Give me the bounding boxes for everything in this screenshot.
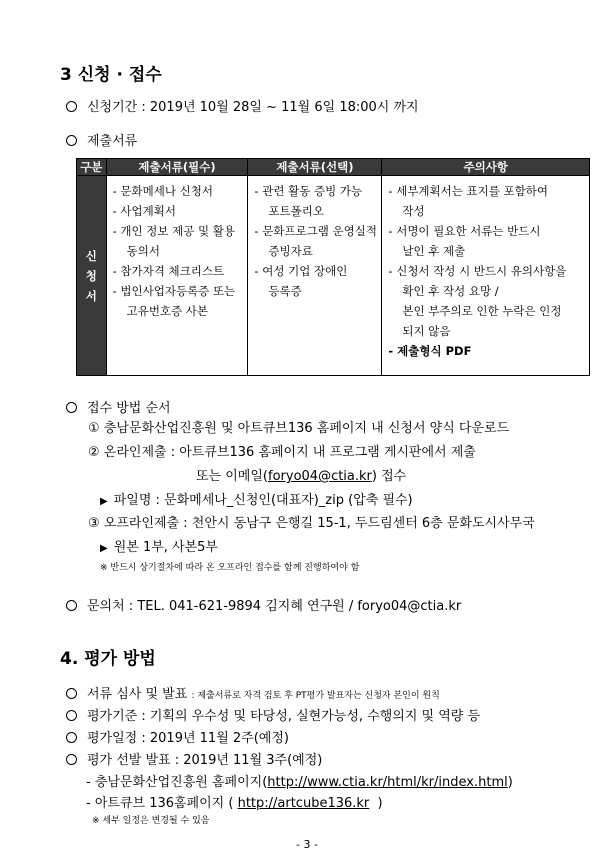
submission-docs-table (76, 158, 590, 376)
application-period (66, 96, 419, 115)
cell-line: - 신청서 작성 시 반드시 유의사항을 (388, 264, 567, 278)
file-name-rule (100, 489, 413, 508)
cell-line: - 관련 활동 증빙 가능 (254, 184, 363, 198)
ctia-homepage-link[interactable]: http://www.ctia.kr/html/kr/index.html (267, 775, 508, 790)
cell-line: 증빙자료 (268, 244, 313, 258)
bullet-ring-icon (66, 754, 77, 765)
announce-text: 평가 선발 발표 : 2019년 11월 3주(예정) (87, 753, 323, 768)
site-1-line (86, 771, 513, 790)
table-header: 구분 (77, 159, 107, 176)
review-label: 서류 심사 및 발표 (87, 687, 188, 702)
cell-line: - 문화프로그램 운영실적 (254, 224, 377, 238)
cell-line: 작성 (402, 204, 425, 218)
table-row (77, 176, 590, 376)
table-header: 제출서류(선택) (248, 159, 382, 176)
bullet-ring-icon (66, 135, 77, 146)
email-suffix: ) 접수 (371, 469, 407, 484)
cell-line: 날인 후 제출 (402, 244, 466, 258)
review-item (66, 683, 440, 702)
step-2: ② 온라인제출 : 아트큐브136 홈페이지 내 프로그램 게시판에서 제출 (88, 445, 476, 460)
step-1: ① 충남문화산업진흥원 및 아트큐브136 홈페이지 내 신청서 양식 다운로드 (88, 421, 510, 436)
section-3-title: 3 신청 · 접수 (60, 65, 162, 85)
email-link[interactable]: foryo04@ctia.kr (268, 469, 372, 484)
category-char: 청 (85, 268, 97, 283)
bullet-ring-icon (66, 710, 77, 721)
site-2-line (86, 792, 383, 811)
cell-line: 고유번호증 사본 (126, 304, 209, 318)
site-1-suffix: ) (507, 775, 513, 790)
contact-info (66, 595, 461, 614)
copies-text: 원본 1부, 사본5부 (113, 540, 218, 555)
period-text: 신청기간 : 2019년 10월 28일 ~ 11월 6일 18:00시 까지 (87, 100, 419, 115)
triangle-right-icon: ▶ (100, 496, 108, 507)
file-name-text: 파일명 : 문화메세나_신청인(대표자)_zip (압축 필수) (113, 493, 413, 508)
cell-line: - 여성 기업 장애인 (254, 264, 348, 278)
page-number: - 3 - (296, 838, 318, 851)
submission-method-label (66, 397, 171, 416)
bullet-ring-icon (66, 688, 77, 699)
cell-line: 확인 후 작성 요망 / (402, 284, 499, 298)
method-label-text: 접수 방법 순서 (87, 401, 171, 416)
cell-line: - 문화메세나 신청서 (112, 184, 213, 198)
site-1-prefix: - 충남문화산업진흥원 홈페이지( (86, 775, 268, 790)
bullet-ring-icon (66, 101, 77, 112)
cell-line: - 세부계획서는 표지를 포함하여 (388, 184, 548, 198)
notes-cell (382, 176, 590, 376)
table-header: 제출서류(필수) (106, 159, 248, 176)
site-2-suffix: ) (377, 796, 383, 811)
email-prefix: 또는 이메일( (196, 469, 268, 484)
category-cell (77, 176, 107, 376)
copies-rule (100, 536, 218, 555)
bullet-ring-icon (66, 732, 77, 743)
offline-footnote: ※ 반드시 상기절차에 따라 온 오프라인 접수를 함께 진행하여야 함 (100, 563, 360, 573)
cell-line: - 개인 정보 제공 및 활용 (112, 224, 236, 238)
cell-line: 등록증 (268, 284, 302, 298)
criteria-item (66, 705, 480, 724)
table-header-row (77, 159, 590, 176)
cell-line: 본인 부주의로 인한 누락은 인정 (402, 304, 562, 318)
required-docs-cell (106, 176, 248, 376)
step-3: ③ 오프라인제출 : 천안시 동남구 은행길 15-1, 두드림센터 6층 문화도시사무국 (88, 516, 535, 531)
cell-line: - 서명이 필요한 서류는 반드시 (388, 224, 541, 238)
section-4-title: 4. 평가 방법 (60, 649, 156, 669)
announce-item (66, 749, 322, 768)
category-char: 신 (85, 248, 97, 263)
step-2-email-line (196, 465, 406, 484)
format-note: - 제출형식 PDF (388, 344, 472, 358)
bullet-ring-icon (66, 600, 77, 611)
cell-line: - 사업계획서 (112, 204, 176, 218)
category-char: 서 (85, 288, 97, 303)
triangle-right-icon: ▶ (100, 543, 108, 554)
artcube-homepage-link[interactable]: http://artcube136.kr (237, 796, 370, 811)
optional-docs-cell (248, 176, 382, 376)
site-2-prefix: - 아트큐브 136홈페이지 ( (86, 796, 234, 811)
schedule-text: 평가일정 : 2019년 11월 2주(예정) (87, 731, 289, 746)
schedule-item (66, 727, 289, 746)
criteria-text: 평가기준 : 기획의 우수성 및 타당성, 실현가능성, 수행의지 및 역량 등 (87, 709, 481, 724)
cell-line: - 법인사업자등록증 또는 (112, 284, 236, 298)
contact-text: 문의처 : TEL. 041-621-9894 김지혜 연구원 / foryo04@ctia.kr (87, 599, 462, 614)
docs-label-text: 제출서류 (87, 134, 138, 149)
cell-line: 포트폴리오 (268, 204, 324, 218)
cell-line: - 참가자격 체크리스트 (112, 264, 225, 278)
review-note: : 제출서류로 자격 검토 후 PT평가 발표자는 신청자 본인이 원칙 (191, 691, 440, 701)
bullet-ring-icon (66, 402, 77, 413)
submission-docs-label (66, 130, 137, 149)
cell-line: 되지 않음 (402, 324, 451, 338)
schedule-change-note: ※ 세부 일정은 변경될 수 있음 (92, 816, 210, 826)
cell-line: 동의서 (126, 244, 160, 258)
table-header: 주의사항 (382, 159, 590, 176)
